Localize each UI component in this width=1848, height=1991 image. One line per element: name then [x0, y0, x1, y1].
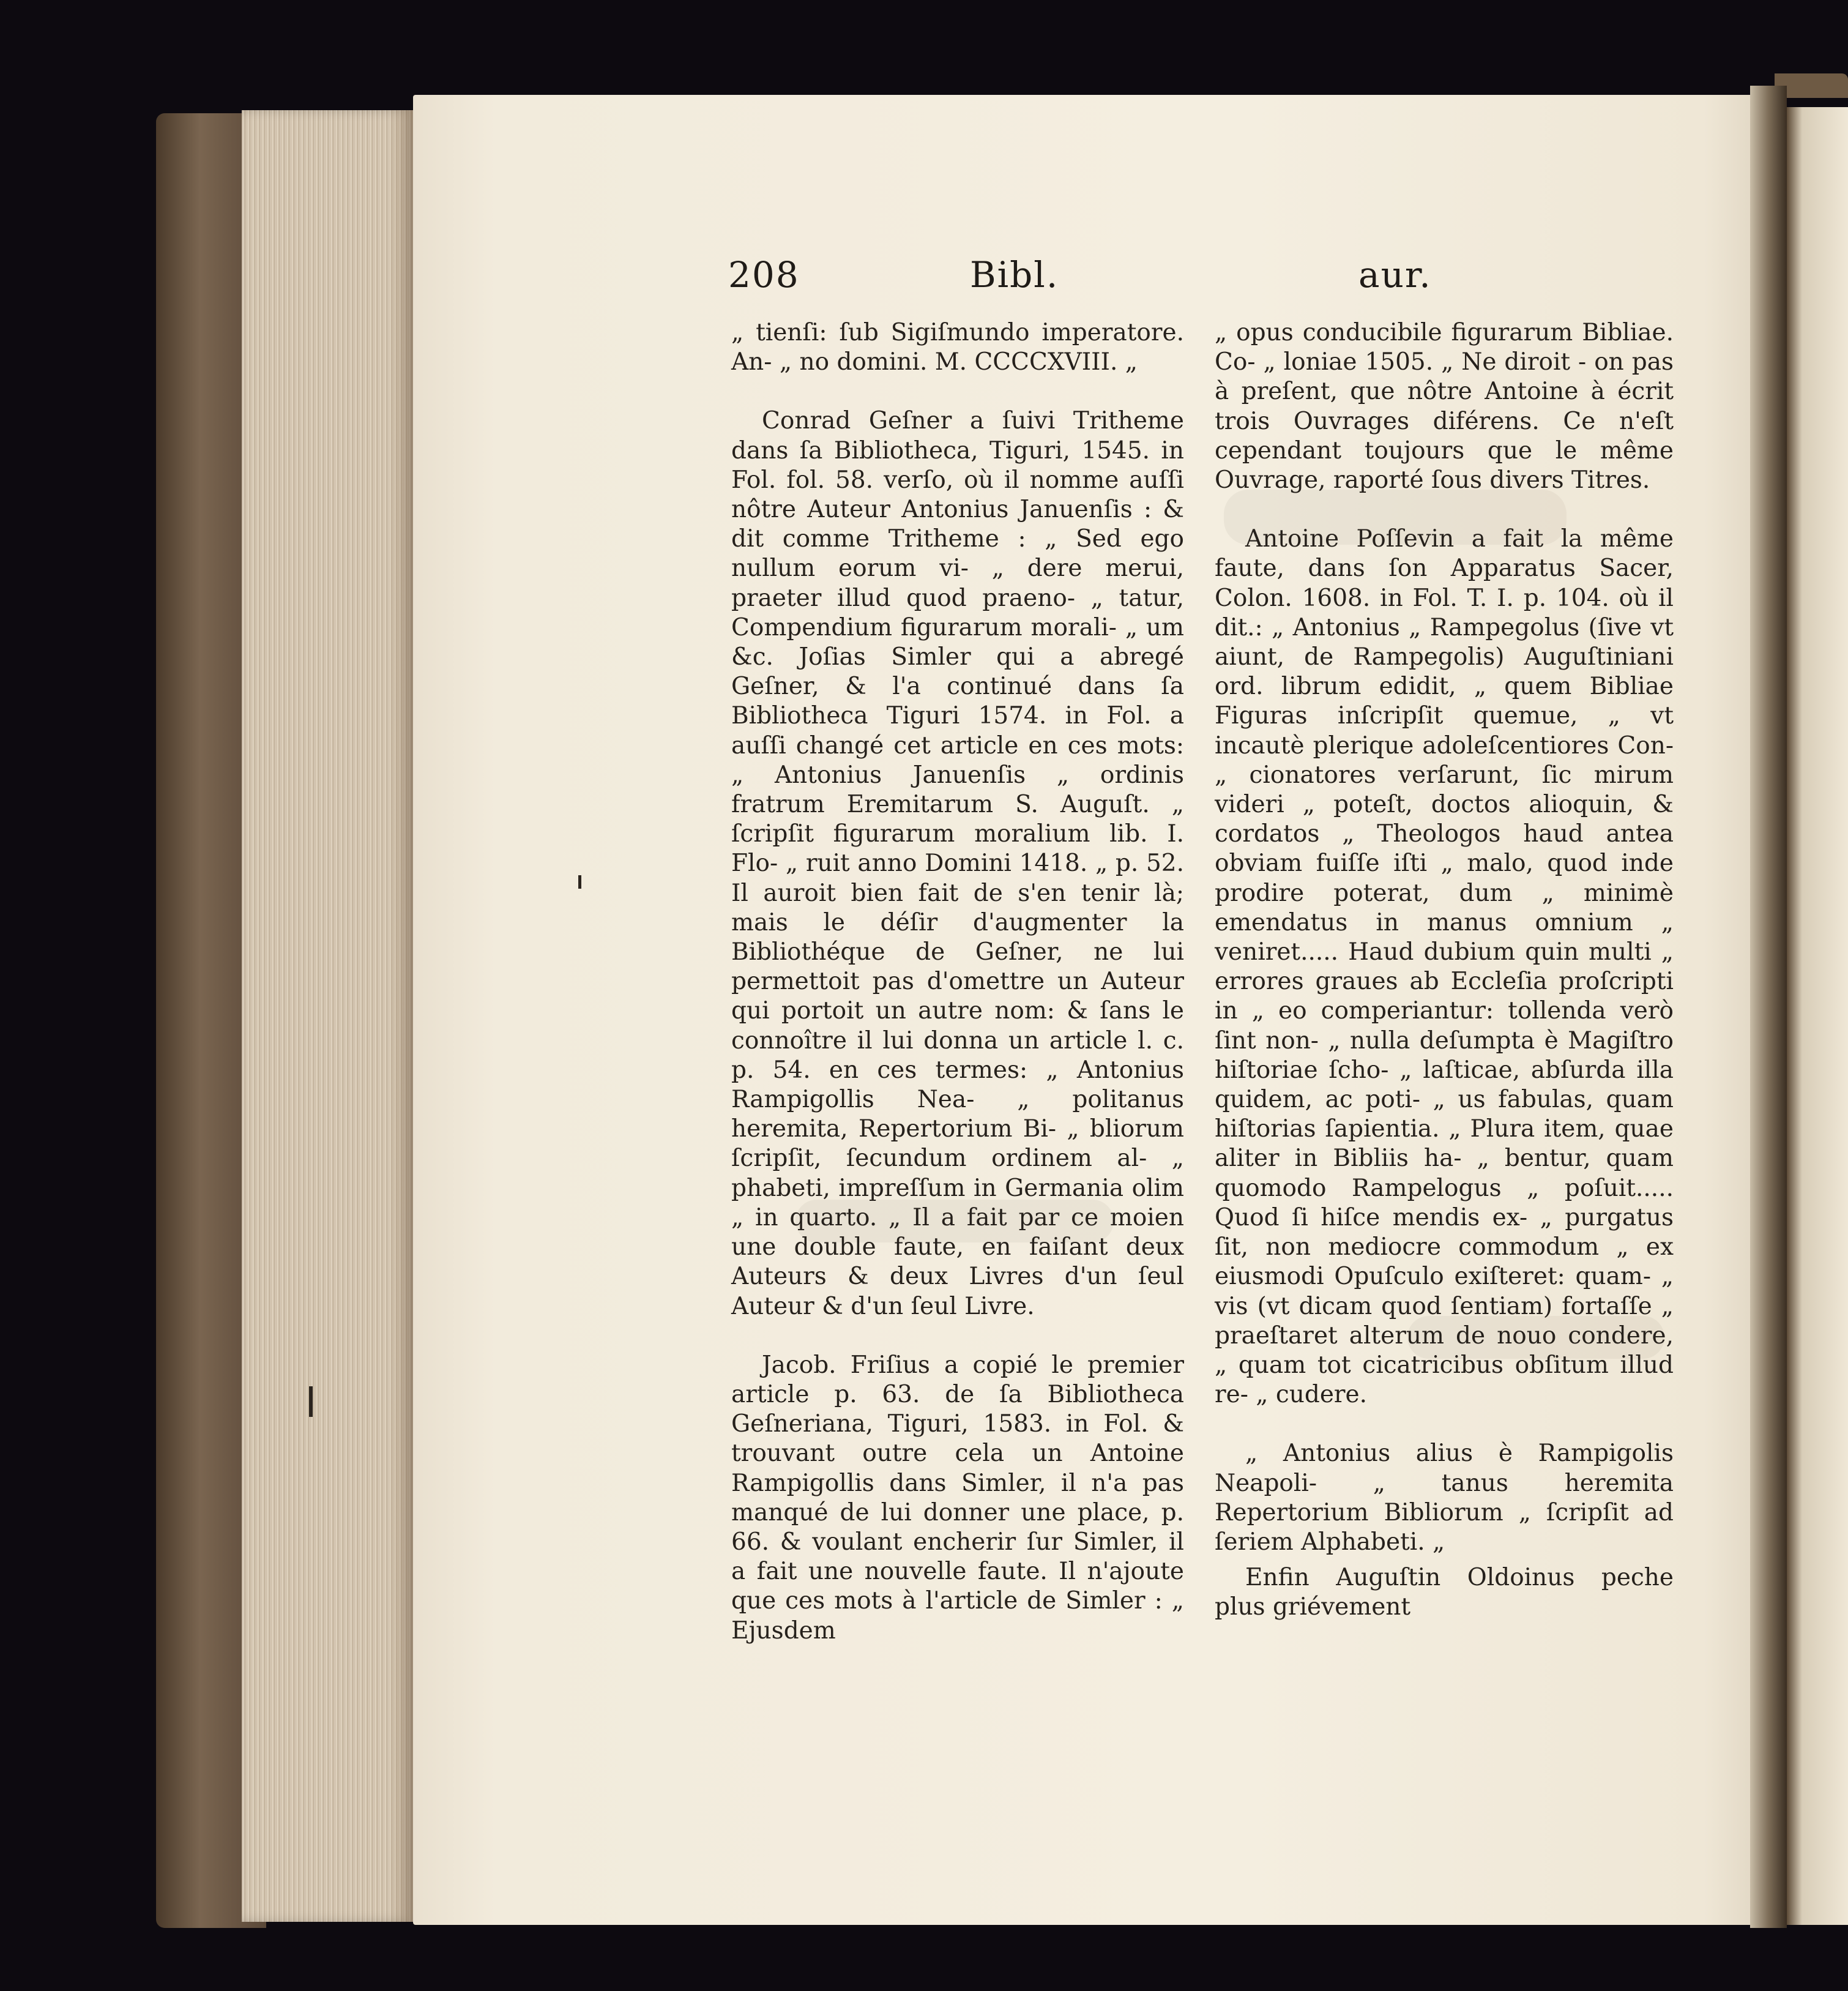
- left-column: [731, 318, 1184, 1646]
- paragraph: Conrad Geſner a ſuivi Tritheme dans ſa Bibliotheca, Tiguri, 1545. in Fol. fol. 58. verſo, où il nomme auſſi nôtre Auteur Antonius Januenſis : & dit comme Tritheme : „ Sed ego nullum eorum vi- „ dere merui, praeter illud quod praeno- „ tatur, Compendium figurarum morali- „ um &c. Joſias Simler qui a abregé Geſner, & l'a continué dans ſa Bibliotheca Tiguri 1574. in Fol. a auſſi changé cet article en ces mots: „ Antonius Januenſis „ ordinis fratrum Eremitarum S. Auguſt. „ ſcripſit figurarum moralium lib. I. Flo- „ ruit anno Domini 1418. „ p. 52. Il auroit bien fait de s'en tenir là; mais le déſir d'augmenter la Bibliothéque de Geſner, ne lui permettoit pas d'omettre un Auteur qui portoit un autre nom: & ſans le connoître il lui donna un article l. c. p. 54. en ces termes: „ Antonius Rampigollis Nea- „ politanus heremita, Repertorium Bi- „ bliorum ſcripſit, ſecundum ordinem al- „ phabeti, impreſſum in Germania olim „ in quarto. „ Il a fait par ce moien une double faute, en faiſant deux Auteurs & deux Livres d'un ſeul Auteur & d'un ſeul Livre.: [731, 407, 1184, 1320]
- paragraph: Jacob. Friſius a copié le premier article p. 63. de ſa Bibliotheca Geſneriana, Tiguri, 1583. in Fol. & trouvant outre cela un Antoine Rampigollis dans Simler, il n'a pas manqué de lui donner une place, p. 66. & voulant encherir ſur Simler, il a fait une nouvelle faute. Il n'ajoute que ces mots à l'article de Simler : „ Ejusdem: [731, 1351, 1184, 1645]
- paragraph: „ tienſi: ſub Sigiſmundo imperatore. An- „ no domini. M. CCCCXVIII. „: [731, 319, 1184, 376]
- paragraph: Antoine Poſſevin a fait la même faute, dans ſon Apparatus Sacer, Colon. 1608. in Fol. T. I. p. 104. où il dit.: „ Antonius „ Rampegolus (ſive vt aiunt, de Rampegolis) Auguſtiniani ord. librum edidit, „ quem Bibliae Figuras inſcripſit quemue, „ vt incautè plerique adoleſcentiores Con- „ cionatores verſarunt, ſic mirum videri „ poteſt, doctos alioquin, & cordatos „ Theologos haud antea obviam fuiſſe iſti „ malo, quod inde prodire poterat, dum „ minimè emendatus in manus omnium „ veniret..... Haud dubium quin multi „ errores graues ab Eccleſia proſcripti in „ eo comperiantur: tollenda verò ſint non- „ nulla deſumpta è Magiſtro hiſtoriae ſcho- „ laſticae, abſurda illa quidem, ac poti- „ us fabulas, quam hiſtorias ſapientia. „ Plura item, quae aliter in Bibliis ha- „ bentur, quam quomodo Rampelogus „ poſuit..... Quod ſi hiſce mendis ex- „ purgatus ſit, non mediocre commodum „ ex eiusmodi Opuſculo exiſteret: quam- „ vis (vt dicam quod ſentiam) fortaſſe „ praeſtaret alterum de nouo condere, „ quam tot cicatricibus obſitum illud re- „ cudere.: [1215, 525, 1674, 1409]
- margin-ink-mark: [309, 1386, 313, 1417]
- running-title-right: aur.: [1358, 254, 1432, 296]
- book-gutter: [1750, 86, 1787, 1928]
- page-edges-stack: [242, 110, 413, 1922]
- running-title-left: Bibl.: [970, 254, 1059, 296]
- page-number: 208: [728, 254, 800, 296]
- paragraph: Enfin Auguſtin Oldoinus peche plus griévement: [1215, 1564, 1674, 1621]
- paragraph: „ opus conducibile figurarum Bibliae. Co- „ loniae 1505. „ Ne diroit - on pas à preſent, que nôtre Antoine à écrit trois Ouvrages diférens. Ce n'eſt cependant toujours que le même Ouvrage, raporté ſous divers Titres.: [1215, 319, 1674, 495]
- next-page-sliver: [1787, 107, 1848, 1925]
- right-column: [1215, 318, 1674, 1623]
- margin-ink-mark: [578, 875, 581, 889]
- page-edges-shadow: [389, 110, 413, 1922]
- paragraph: „ Antonius alius è Rampigolis Neapoli- „ tanus heremita Repertorium Bibliorum „ ſcripſit ad ſeriem Alphabeti. „: [1215, 1440, 1674, 1556]
